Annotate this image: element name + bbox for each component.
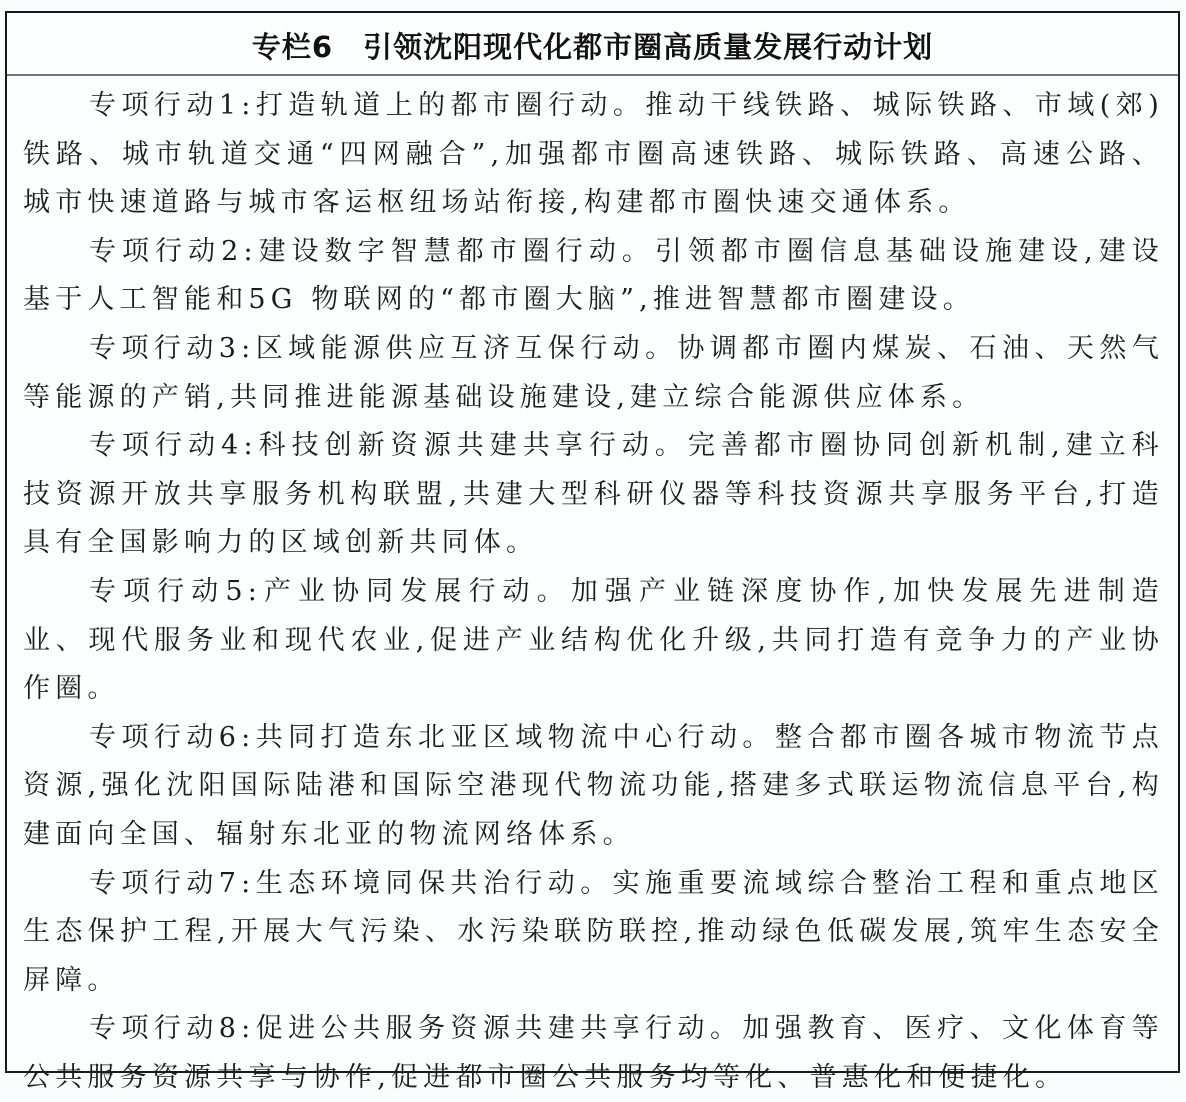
column-body xyxy=(7,76,1178,1102)
column-header xyxy=(7,13,1178,76)
action-paragraph-7: 专项行动7:生态环境同保共治行动。实施重要流域综合整治工程和重点地区生态保护工程,开展大气污染、水污染联防联控,推动绿色低碳发展,筑牢生态安全屏障。 xyxy=(23,867,1164,996)
action-paragraph-4: 专项行动4:科技创新资源共建共享行动。完善都市圈协同创新机制,建立科技资源开放共享服务机构联盟,共建大型科研仪器等科技资源共享服务平台,打造具有全国影响力的区域创新共同体。 xyxy=(23,430,1164,559)
action-paragraph-8: 专项行动8:促进公共服务资源共建共享行动。加强教育、医疗、文化体育等公共服务资源共享与协作,促进都市圈公共服务均等化、普惠化和便捷化。 xyxy=(23,1013,1164,1093)
action-paragraph-5: 专项行动5:产业协同发展行动。加强产业链深度协作,加快发展先进制造业、现代服务业和现代农业,促进产业结构优化升级,共同打造有竞争力的产业协作圈。 xyxy=(23,575,1164,705)
action-paragraph-6: 专项行动6:共同打造东北亚区域物流中心行动。整合都市圈各城市物流节点资源,强化沈阳国际陆港和国际空港现代物流功能,搭建多式联运物流信息平台,构建面向全国、辐射东北亚的物流网络体系。 xyxy=(23,721,1164,850)
action-paragraph-1: 专项行动1:打造轨道上的都市圈行动。推动干线铁路、城际铁路、市域(郊)铁路、城市轨道交通“四网融合”,加强都市圈高速铁路、城际铁路、高速公路、城市快速道路与城市客运枢纽场站衔接,构建都市圈快速交通体系。 xyxy=(23,90,1164,219)
column-title: 专栏6 引领沈阳现代化都市圈高质量发展行动计划 xyxy=(251,30,934,64)
action-paragraph-3: 专项行动3:区域能源供应互济互保行动。协调都市圈内煤炭、石油、天然气等能源的产销,共同推进能源基础设施建设,建立综合能源供应体系。 xyxy=(23,332,1164,413)
column-box xyxy=(5,11,1180,1093)
action-paragraph-2: 专项行动2:建设数字智慧都市圈行动。引领都市圈信息基础设施建设,建设基于人工智能和5G 物联网的“都市圈大脑”,推进智慧都市圈建设。 xyxy=(23,235,1164,316)
